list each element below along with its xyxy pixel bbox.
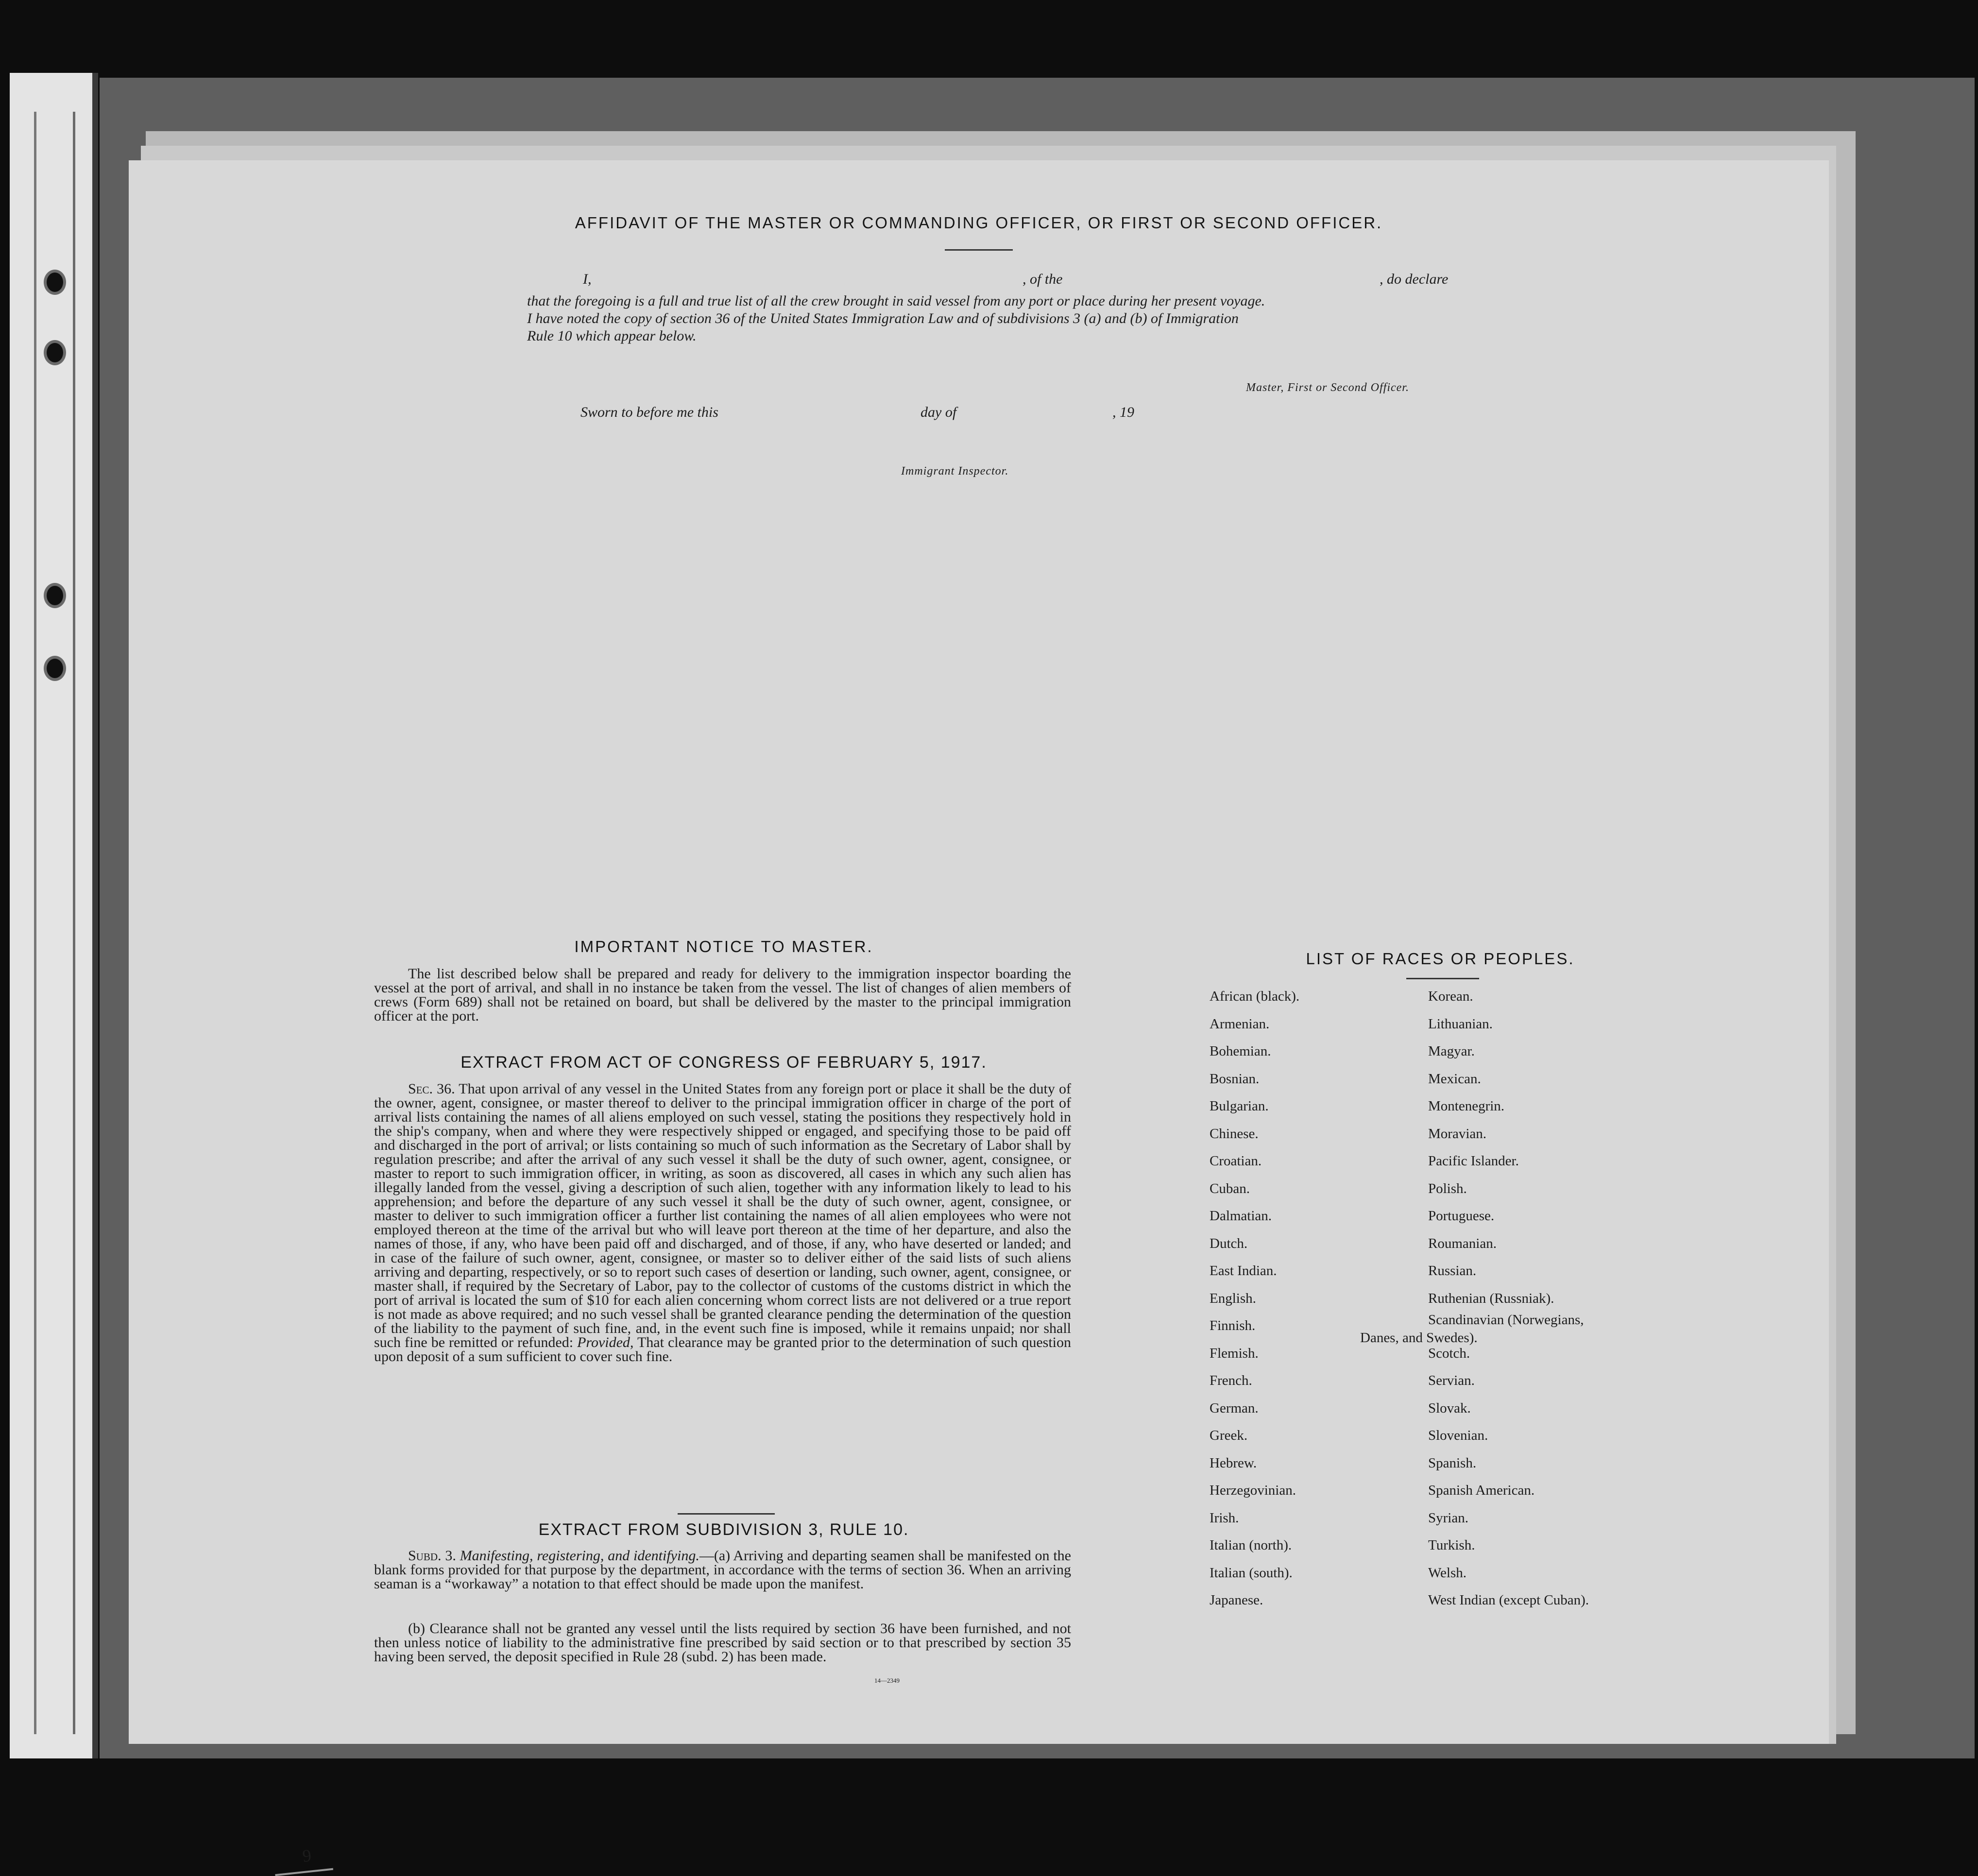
master-signature-caption: Master, First or Second Officer.: [1246, 381, 1409, 394]
race-item: Italian (north).: [1210, 1537, 1292, 1553]
race-item: Japanese.: [1210, 1592, 1263, 1608]
race-item: Slovak.: [1428, 1400, 1471, 1416]
race-item: Portuguese.: [1428, 1208, 1495, 1224]
binder-hole: [44, 340, 66, 365]
race-item: English.: [1210, 1290, 1256, 1306]
sworn-text: Sworn to before me this: [580, 404, 718, 420]
race-item: Russian.: [1428, 1263, 1477, 1279]
race-item: Scandinavian (Norwegians,: [1428, 1312, 1584, 1328]
race-item: Moravian.: [1428, 1126, 1486, 1142]
race-item: Chinese.: [1210, 1126, 1259, 1142]
binder-hole: [44, 583, 66, 608]
rule-para-b: (b) Clearance shall not be granted any vessel until the lists required by section 36 have been furnished, and not then unless notice of liability to the administrative fine prescribed by said section or to that prescribed by section 35 having been served, the deposit specified in Rule 28 (subd. 2) has been made.: [374, 1620, 1071, 1665]
race-continuation: Danes, and Swedes).: [1360, 1330, 1478, 1346]
binder-ruling: [73, 112, 75, 1734]
race-item: Roumanian.: [1428, 1235, 1497, 1251]
race-item: Dalmatian.: [1210, 1208, 1272, 1224]
binder-ruling: [34, 112, 36, 1734]
act-extract-heading: EXTRACT FROM ACT OF CONGRESS OF FEBRUARY 5, 1917.: [460, 1053, 987, 1072]
race-item: Flemish.: [1210, 1345, 1259, 1361]
race-item: Scotch.: [1428, 1345, 1470, 1361]
race-item: Italian (south).: [1210, 1565, 1293, 1581]
race-item: Polish.: [1428, 1180, 1467, 1196]
affidavit-heading: AFFIDAVIT OF THE MASTER OR COMMANDING OFFICER, OR FIRST OR SECOND OFFICER.: [575, 214, 1383, 232]
subd-title: Manifesting, registering, and identifying.: [460, 1548, 699, 1564]
race-item: Korean.: [1428, 989, 1473, 1004]
notice-heading: IMPORTANT NOTICE TO MASTER.: [574, 938, 873, 955]
race-item: Bohemian.: [1210, 1043, 1271, 1059]
race-item: Hebrew.: [1210, 1455, 1257, 1471]
divider: [1406, 978, 1479, 979]
race-item: Servian.: [1428, 1373, 1475, 1388]
race-item: Mexican.: [1428, 1071, 1481, 1087]
rule-para-a: [374, 1549, 1071, 1591]
race-item: Lithuanian.: [1428, 1016, 1493, 1032]
affidavit-of-the: , of the: [1023, 271, 1063, 287]
race-item: Herzegovinian.: [1210, 1483, 1296, 1498]
race-item: Bulgarian.: [1210, 1098, 1269, 1114]
race-item: Finnish.: [1210, 1318, 1256, 1333]
affidavit-i: I,: [583, 271, 592, 287]
race-item: Armenian.: [1210, 1016, 1270, 1032]
affidavit-do-declare: , do declare: [1380, 271, 1449, 287]
affidavit-line: I have noted the copy of section 36 of the United States Immigration Law and of subdivisions 3 (a) and (b) of Immigration: [527, 310, 1239, 326]
races-heading: LIST OF RACES OR PEOPLES.: [1306, 950, 1575, 968]
year-text: , 19: [1112, 404, 1134, 420]
form-number: 14—2349: [874, 1677, 900, 1684]
race-item: German.: [1210, 1400, 1259, 1416]
race-item: Bosnian.: [1210, 1071, 1260, 1087]
section-36-text: That upon arrival of any vessel in the United States from any foreign port or place it shall be the duty of the owner, agent, consignee, or master thereof to deliver to the principal immigration officer in charge of the port of arrival lists containing the names of all aliens employed on such vessel, stating the positions they respectively hold in the ship's company, when and where they were respectively shipped or engaged, and specifying those to be paid off and discharged in the port of arrival; or lists containing so much of such information as the Secretary of Labor shall by regulation prescribe; and after the arrival of any such vessel it shall be the duty of such owner, agent, consignee, or master to report to such immigration officer, in writing, as soon as discovered, all cases in which any such alien has illegally landed from the vessel, giving a description of such alien, together with any information likely to lead to his apprehension; and before the departure of any such vessel it shall be the duty of such owner, agent, consignee, or master to deliver to such immigration officer a further list containing the names of all alien employees who were not employed thereon at the time of the arrival but who will leave port thereon at the time of her departure, and also the names of those, if any, who have been paid off and discharged, and of those, if any, who have deserted or landed; and in case of the failure of such owner, agent, consignee, or master so to deliver either of the said lists of such aliens arriving and departing, respectively, or so to report such cases of desertion or landing, such owner, agent, consignee, or master shall, if required by the Secretary of Labor, pay to the collector of customs of the customs district in which the port of arrival is located the sum of $10 for each alien concerning whom correct lists are not delivered or a true report is not made as above required; and no such vessel shall be granted clearance pending the determination of the question of the liability to the payment of such fine, and, in the event such fine is imposed, while it remains unpaid; nor shall such fine be remitted or refunded:: [374, 1081, 1071, 1350]
race-item: Montenegrin.: [1428, 1098, 1505, 1114]
binder-hole: [44, 270, 66, 295]
race-item: Greek.: [1210, 1428, 1248, 1443]
section-36-text-end: That clearance may be granted prior to the determination of such question upon deposit of a sum sufficient to cover such fine.: [374, 1334, 1072, 1364]
race-item: Welsh.: [1428, 1565, 1467, 1581]
race-item: Dutch.: [1210, 1235, 1248, 1251]
day-of-text: day of: [921, 404, 957, 420]
affidavit-body: [527, 292, 1596, 345]
race-item: Cuban.: [1210, 1180, 1250, 1196]
provided-word: Provided,: [577, 1334, 634, 1350]
race-item: Pacific Islander.: [1428, 1153, 1519, 1169]
race-item: Syrian.: [1428, 1510, 1468, 1526]
race-item: Croatian.: [1210, 1153, 1262, 1169]
rule-extract-heading: EXTRACT FROM SUBDIVISION 3, RULE 10.: [538, 1520, 909, 1539]
divider: [678, 1513, 775, 1515]
race-item: French.: [1210, 1373, 1252, 1388]
race-item: Irish.: [1210, 1510, 1239, 1526]
binder-hole: [44, 656, 66, 681]
race-item: Magyar.: [1428, 1043, 1475, 1059]
margin-mark-text: 9: [301, 1845, 312, 1866]
race-item: Spanish American.: [1428, 1483, 1535, 1498]
para-a-text: —(a) Arriving and departing seamen shall be manifested on the blank forms provided for that purpose by the department, in accordance with the terms of section 36. When an arriving seaman is a “workaway” a notation to that effect should be made upon the manifest.: [374, 1548, 1071, 1592]
divider: [945, 249, 1013, 251]
binder-spine: [10, 73, 95, 1758]
race-item: Slovenian.: [1428, 1428, 1488, 1443]
subd-label: Subd. 3.: [408, 1548, 456, 1564]
notice-text: The list described below shall be prepared and ready for delivery to the immigration inspector boarding the vessel at the port of arrival, and shall in no instance be taken from the vessel. The list of changes of alien members of crews (Form 689) shall not be retained on board, but shall be delivered by the master to the principal immigration officer at the port.: [374, 966, 1071, 1024]
race-item: Turkish.: [1428, 1537, 1475, 1553]
inspector-caption: Immigrant Inspector.: [901, 465, 1009, 478]
affidavit-line: Rule 10 which appear below.: [527, 328, 697, 344]
act-extract-text: [374, 1082, 1071, 1364]
race-item: Spanish.: [1428, 1455, 1477, 1471]
affidavit-line: that the foregoing is a full and true list of all the crew brought in said vessel from any port or place during her present voyage.: [527, 293, 1265, 309]
section-label: Sec. 36.: [408, 1081, 455, 1097]
document-page: [129, 160, 1829, 1866]
race-item: African (black).: [1210, 989, 1300, 1004]
margin-mark: [274, 1845, 333, 1876]
binder-edge: [92, 73, 98, 1758]
race-item: East Indian.: [1210, 1263, 1277, 1279]
race-item: West Indian (except Cuban).: [1428, 1592, 1589, 1608]
race-item: Ruthenian (Russniak).: [1428, 1290, 1554, 1306]
